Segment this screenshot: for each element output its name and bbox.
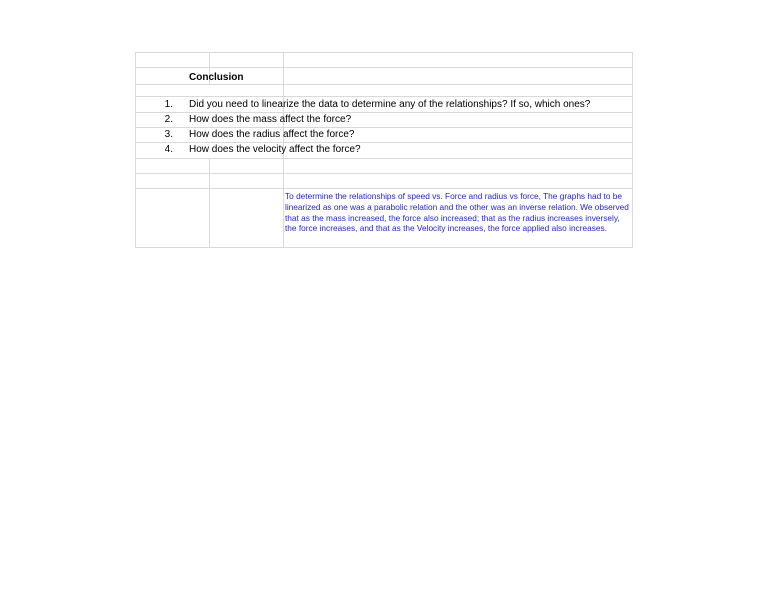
grid-row-line (135, 96, 633, 97)
grid-col-line (135, 52, 136, 248)
conclusion-sheet (135, 52, 633, 248)
question-text: Did you need to linearize the data to determine any of the relationships? If so, which ones? (189, 99, 591, 110)
question-text: How does the velocity affect the force? (189, 144, 361, 155)
section-title: Conclusion (189, 72, 244, 83)
grid-row-line (135, 84, 633, 85)
grid-col-line (632, 52, 633, 248)
question-number: 1. (164, 99, 173, 110)
question-number: 4. (164, 144, 173, 155)
answer-text: To determine the relationships of speed vs. Force and radius vs force, The graphs had to be linearized as one was a parabolic relation and the other was an inverse relation. We observed that as the mass increased, the force also increased; that as the radius increases inversely, the force increases, and that as the Velocity increases, the force applied also increases. (285, 191, 629, 234)
question-text: How does the radius affect the force? (189, 129, 355, 140)
grid-col-line (209, 158, 210, 248)
question-number: 3. (164, 129, 173, 140)
question-text: How does the mass affect the force? (189, 114, 352, 125)
question-number: 2. (164, 114, 173, 125)
